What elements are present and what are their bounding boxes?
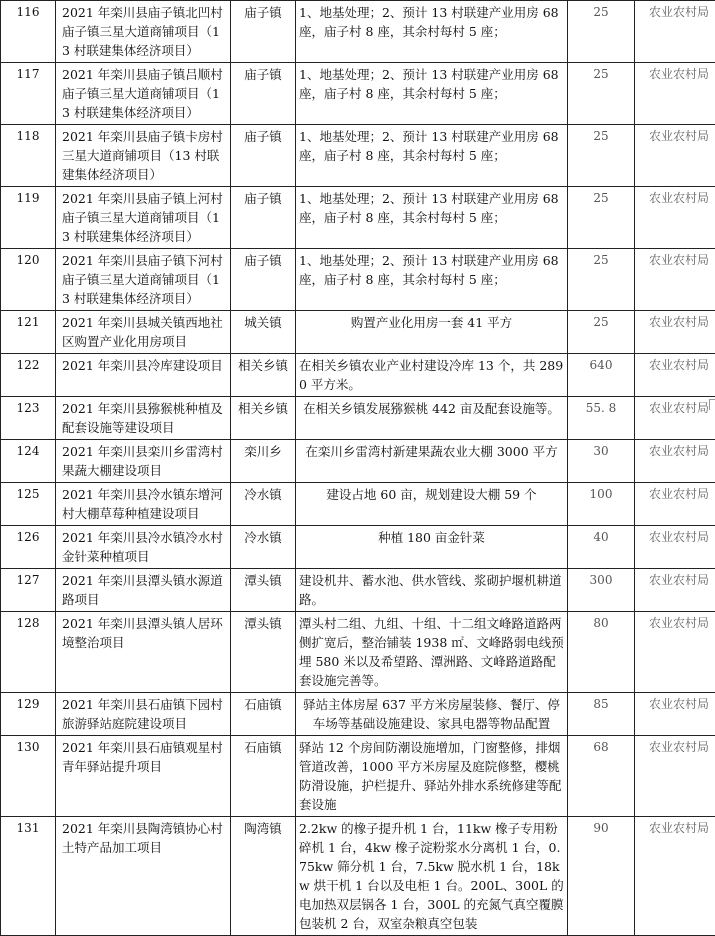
table-row bbox=[1, 63, 715, 125]
cell-town: 冷水镇 bbox=[231, 483, 296, 526]
table-row bbox=[1, 187, 715, 249]
cell-town: 陶湾镇 bbox=[231, 817, 296, 936]
cell-name: 2021 年栾川县冷库建设项目 bbox=[56, 354, 231, 397]
table-row bbox=[1, 249, 715, 311]
cell-no: 121 bbox=[1, 311, 56, 354]
cell-dept: 农业农村局 bbox=[635, 397, 715, 440]
table-row bbox=[1, 736, 715, 817]
table-row bbox=[1, 483, 715, 526]
cell-no: 129 bbox=[1, 693, 56, 736]
cell-amount: 25 bbox=[568, 187, 635, 249]
cell-dept: 农业农村局 bbox=[635, 249, 715, 311]
cell-no: 116 bbox=[1, 1, 56, 63]
cell-town: 庙子镇 bbox=[231, 125, 296, 187]
cell-content: 建设机井、蓄水池、供水管线、浆砌护堰机耕道路。 bbox=[296, 569, 568, 612]
cell-dept: 农业农村局 bbox=[635, 125, 715, 187]
cell-content: 建设占地 60 亩，规划建设大棚 59 个 bbox=[296, 483, 568, 526]
table-row bbox=[1, 526, 715, 569]
cell-no: 118 bbox=[1, 125, 56, 187]
cell-name: 2021 年栾川县潭头镇人居环境整治项目 bbox=[56, 612, 231, 693]
table-row bbox=[1, 440, 715, 483]
cell-dept: 农业农村局 bbox=[635, 569, 715, 612]
cell-amount: 25 bbox=[568, 249, 635, 311]
cell-amount: 80 bbox=[568, 612, 635, 693]
cell-no: 126 bbox=[1, 526, 56, 569]
table-row bbox=[1, 397, 715, 440]
cell-no: 119 bbox=[1, 187, 56, 249]
cell-town: 庙子镇 bbox=[231, 249, 296, 311]
cell-town: 潭头镇 bbox=[231, 569, 296, 612]
cell-name: 2021 年栾川县栾川乡雷湾村果蔬大棚建设项目 bbox=[56, 440, 231, 483]
cell-town: 潭头镇 bbox=[231, 612, 296, 693]
cell-no: 131 bbox=[1, 817, 56, 936]
cell-town: 庙子镇 bbox=[231, 187, 296, 249]
cell-content: 在相关乡镇农业产业村建设冷库 13 个，共 2890 平方米。 bbox=[296, 354, 568, 397]
page-edge-marker bbox=[709, 399, 715, 410]
cell-content: 2.2kw 的橡子提升机 1 台，11kw 橡子专用粉碎机 1 台，4kw 橡子淀粉浆水分离机 1 台，0.75kw 筛分机 1 台，7.5kw 脱水机 1 台，18kw 烘干机 1 台以及电柜 1 台。200L、300L 的电加热双层锅各 1 台，300L 的充氮气真空覆膜包装机 2 台，双室杂粮真空包装 bbox=[296, 817, 568, 936]
cell-no: 122 bbox=[1, 354, 56, 397]
cell-amount: 40 bbox=[568, 526, 635, 569]
cell-name: 2021 年栾川县庙子镇卡房村三星大道商铺项目（13 村联建集体经济项目） bbox=[56, 125, 231, 187]
cell-amount: 68 bbox=[568, 736, 635, 817]
cell-amount: 300 bbox=[568, 569, 635, 612]
cell-content: 1、地基处理；2、预计 13 村联建产业用房 68 座，庙子村 8 座，其余村每村 5 座； bbox=[296, 1, 568, 63]
cell-no: 127 bbox=[1, 569, 56, 612]
cell-dept: 农业农村局 bbox=[635, 440, 715, 483]
table-row bbox=[1, 125, 715, 187]
cell-town: 相关乡镇 bbox=[231, 397, 296, 440]
cell-town: 城关镇 bbox=[231, 311, 296, 354]
cell-no: 117 bbox=[1, 63, 56, 125]
cell-dept: 农业农村局 bbox=[635, 612, 715, 693]
cell-name: 2021 年栾川县冷水镇冷水村金针菜种植项目 bbox=[56, 526, 231, 569]
cell-amount: 25 bbox=[568, 125, 635, 187]
cell-amount: 90 bbox=[568, 817, 635, 936]
cell-town: 栾川乡 bbox=[231, 440, 296, 483]
table-row bbox=[1, 693, 715, 736]
cell-no: 125 bbox=[1, 483, 56, 526]
cell-no: 130 bbox=[1, 736, 56, 817]
table-row bbox=[1, 1, 715, 63]
cell-dept: 农业农村局 bbox=[635, 354, 715, 397]
cell-dept: 农业农村局 bbox=[635, 1, 715, 63]
cell-name: 2021 年栾川县城关镇西地社区购置产业化用房项目 bbox=[56, 311, 231, 354]
table-row bbox=[1, 354, 715, 397]
cell-content: 1、地基处理；2、预计 13 村联建产业用房 68 座，庙子村 8 座，其余村每村 5 座； bbox=[296, 187, 568, 249]
cell-no: 128 bbox=[1, 612, 56, 693]
cell-content: 在栾川乡雷湾村新建果蔬农业大棚 3000 平方 bbox=[296, 440, 568, 483]
cell-amount: 25 bbox=[568, 1, 635, 63]
cell-amount: 25 bbox=[568, 63, 635, 125]
cell-content: 驿站主体房屋 637 平方米房屋装修、餐厅、停车场等基础设施建设、家具电器等物品配置 bbox=[296, 693, 568, 736]
cell-dept: 农业农村局 bbox=[635, 483, 715, 526]
table-row bbox=[1, 569, 715, 612]
cell-no: 124 bbox=[1, 440, 56, 483]
table-row bbox=[1, 311, 715, 354]
cell-dept: 农业农村局 bbox=[635, 187, 715, 249]
cell-name: 2021 年栾川县石庙镇下园村旅游驿站庭院建设项目 bbox=[56, 693, 231, 736]
cell-name: 2021 年栾川县猕猴桃种植及配套设施等建设项目 bbox=[56, 397, 231, 440]
cell-town: 庙子镇 bbox=[231, 1, 296, 63]
cell-content: 1、地基处理；2、预计 13 村联建产业用房 68 座，庙子村 8 座，其余村每村 5 座； bbox=[296, 63, 568, 125]
cell-name: 2021 年栾川县石庙镇观星村青年驿站提升项目 bbox=[56, 736, 231, 817]
cell-town: 庙子镇 bbox=[231, 63, 296, 125]
cell-content: 潭头村二组、九组、十组、十二组文峰路道路两侧扩宽后，整治铺装 1938 ㎡、文峰路弱电线预埋 580 米以及希望路、潭洲路、文峰路道路配套设施完善等。 bbox=[296, 612, 568, 693]
cell-dept: 农业农村局 bbox=[635, 736, 715, 817]
cell-no: 120 bbox=[1, 249, 56, 311]
cell-name: 2021 年栾川县庙子镇北凹村庙子镇三星大道商铺项目（13 村联建集体经济项目） bbox=[56, 1, 231, 63]
table-row bbox=[1, 817, 715, 936]
cell-town: 冷水镇 bbox=[231, 526, 296, 569]
cell-town: 石庙镇 bbox=[231, 693, 296, 736]
cell-amount: 30 bbox=[568, 440, 635, 483]
cell-name: 2021 年栾川县庙子镇上河村庙子镇三星大道商铺项目（13 村联建集体经济项目） bbox=[56, 187, 231, 249]
cell-town: 相关乡镇 bbox=[231, 354, 296, 397]
cell-name: 2021 年栾川县冷水镇东增河村大棚草莓种植建设项目 bbox=[56, 483, 231, 526]
cell-content: 1、地基处理；2、预计 13 村联建产业用房 68 座，庙子村 8 座，其余村每村 5 座； bbox=[296, 125, 568, 187]
cell-amount: 25 bbox=[568, 311, 635, 354]
cell-content: 在相关乡镇发展猕猴桃 442 亩及配套设施等。 bbox=[296, 397, 568, 440]
cell-amount: 640 bbox=[568, 354, 635, 397]
cell-dept: 农业农村局 bbox=[635, 526, 715, 569]
cell-amount: 100 bbox=[568, 483, 635, 526]
cell-dept: 农业农村局 bbox=[635, 817, 715, 936]
cell-name: 2021 年栾川县庙子镇吕顺村庙子镇三星大道商铺项目（13 村联建集体经济项目） bbox=[56, 63, 231, 125]
table-row bbox=[1, 612, 715, 693]
cell-name: 2021 年栾川县潭头镇水源道路项目 bbox=[56, 569, 231, 612]
cell-content: 种植 180 亩金针菜 bbox=[296, 526, 568, 569]
cell-town: 石庙镇 bbox=[231, 736, 296, 817]
cell-amount: 85 bbox=[568, 693, 635, 736]
cell-content: 购置产业化用房一套 41 平方 bbox=[296, 311, 568, 354]
cell-amount: 55. 8 bbox=[568, 397, 635, 440]
cell-dept: 农业农村局 bbox=[635, 63, 715, 125]
cell-content: 1、地基处理；2、预计 13 村联建产业用房 68 座，庙子村 8 座，其余村每村 5 座； bbox=[296, 249, 568, 311]
project-table-body bbox=[1, 1, 715, 936]
cell-content: 驿站 12 个房间防潮设施增加，门窗整修，排烟管道改善，1000 平方米房屋及庭院修整，樱桃防滑设施，护栏提升、驿站外排水系统修建等配套设施 bbox=[296, 736, 568, 817]
cell-dept: 农业农村局 bbox=[635, 693, 715, 736]
cell-no: 123 bbox=[1, 397, 56, 440]
cell-dept: 农业农村局 bbox=[635, 311, 715, 354]
cell-name: 2021 年栾川县庙子镇下河村庙子镇三星大道商铺项目（13 村联建集体经济项目） bbox=[56, 249, 231, 311]
cell-name: 2021 年栾川县陶湾镇协心村土特产品加工项目 bbox=[56, 817, 231, 936]
